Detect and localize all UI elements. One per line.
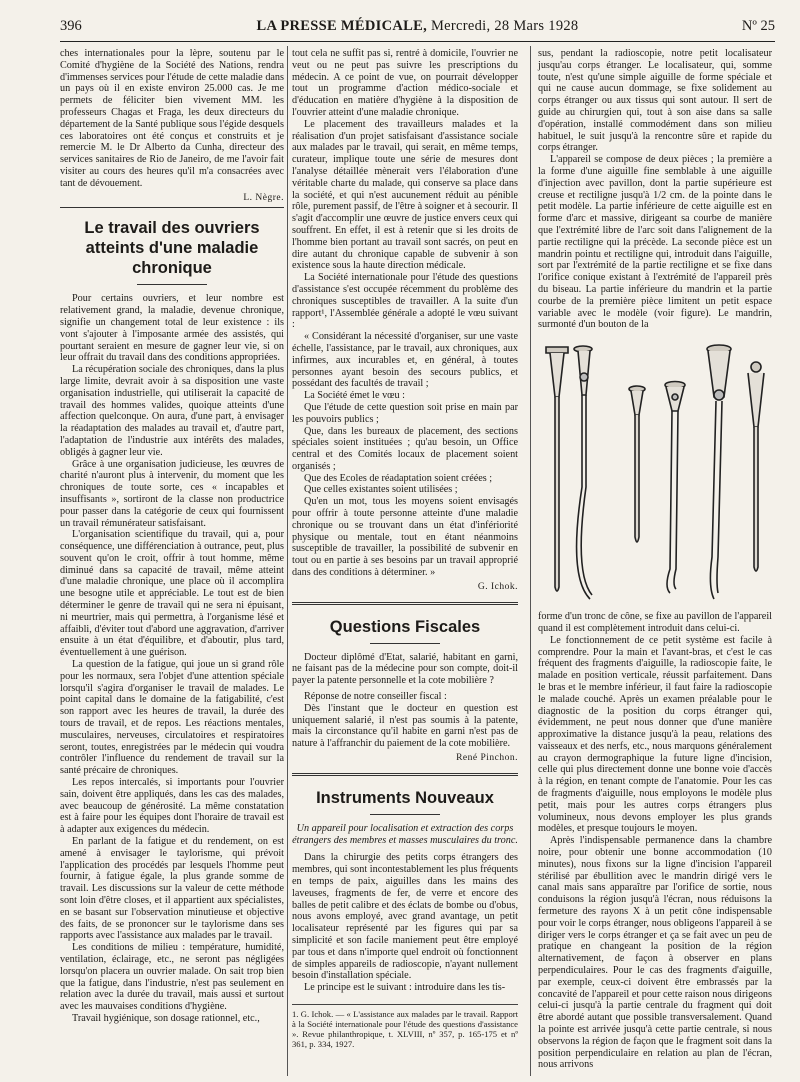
author-signature: René Pinchon. bbox=[456, 753, 518, 764]
localizer-needle-small bbox=[629, 386, 645, 542]
paragraph: Le principe est le suivant : introduire dans les tis- bbox=[304, 982, 506, 994]
paragraph: Les repos intercalés, si importants pour l'ouvrier sain, doivent être appliqués, dans les cas des malades, avec beaucoup de générosité. La même constatation est à faire pour les équipes dont l'horaire de travail est à adapter aux exigences du médecin. bbox=[60, 777, 284, 836]
paragraph: La Société internationale pour l'étude des questions d'assistance s'est occupée récemment du problème des chroniques susceptibles de travailler. A la suite d'un rapport¹, l'Assemblée générale a adopté le vœu suivant : bbox=[292, 272, 518, 331]
paragraph: Après l'indispensable permanence dans la chambre noire, pour obtenir une bonne accommodation (10 minutes), nous fixons sur la ligne d'incision l'appareil stérilisé par ébullition avec le mandrin dirigé vers le canal mais sans apparaître par l'orifice de sortie, nous conduisons la région jusqu'à l'écran, nous réduisons la fermeture des rayons X à un petit cône indispensable pour voir le corps étranger, nous obligeons l'appareil à se diriger vers le corps étranger et ça se fait avec un peu de pratique en changeant la position de la région alternativement, de façon à observer en plans perpendiculaires. Pour le cas des fragments d'aiguille, par exemple, ceux-ci doivent être embrassés par la concavité de l'appareil et pour cette raison nous dirigeons celui-ci jusqu'à la partie centrale du fragment qui doit être abordé autant que possible transversalement. Quand la pointe est arrivée jusqu'à cette partie centrale, si nous observons la région de façon que le fragment soit dans la position perpendiculaire en relation au plan de l'écran, nous arrivons bbox=[538, 835, 772, 1071]
paragraph: ches internationales pour la lèpre, soutenu par le Comité d'hygiène de la Société des Nations, rendra d'immenses services pour l'étude de cette maladie dans un pays où il en existe environ 25.000 cas. Je me permets de féliciter bien vivement MM. les professeurs Chagas et Fraga, les deux directeurs du département de la Santé publique sous l'égide desquels ces laboratoires ont été conçus et construits et je remercie M. le Dr Alberto da Cunha, directeur des services sanitaires de Rio de Janeiro, de me l'avoir fait visiter au cours des heures qu'il m'a consacrées avec tant de dévouement. bbox=[60, 48, 284, 189]
paragraph: Docteur diplômé d'Etat, salarié, habitant en garni, ne faisant pas de la médecine pour son compte, doit-il payer la patente personnelle et la cote mobilière ? bbox=[292, 651, 518, 687]
paragraph: Réponse de notre conseiller fiscal : bbox=[304, 691, 447, 703]
paragraph: Que l'étude de cette question soit prise en main par les pouvoirs publics ; bbox=[292, 401, 518, 425]
mandrin-straight bbox=[748, 362, 764, 571]
localizer-needle-medium bbox=[665, 382, 685, 594]
column-left bbox=[60, 48, 284, 1025]
paragraph: L'organisation scientifique du travail, qui a, pour conséquence, une différenciation à outrance, peut, plus souvent qu'on le croit, offrir à tout homme, même diminué dans sa capacité de travail, même atteint d'une maladie chronique, une place où il accomplira une besogne utile et appréciable. Le tout est de bien déterminer le genre de travail qui ne sera ni épuisant, ni meurtrier, mais qui permettra, à l'organisme lésé et affaibli, d'éviter tout d'abord une aggravation, d'arriver ensuite à un état d'équilibre, et d'aboutir, plus tard, éventuellement à une guérison. bbox=[60, 529, 284, 659]
page-number: 396 bbox=[60, 18, 82, 34]
author-signature: G. Ichok. bbox=[477, 581, 518, 592]
section-title: Questions Fiscales bbox=[329, 617, 481, 636]
paragraph: sus, pendant la radioscopie, notre petit localisateur jusqu'au corps étranger. Le localisateur, qui, somme toute, n'est qu'une simple aiguille de forme spéciale et qui ne cause aucun dommage, se fixe solidement au corps étranger ou aux tissus qui sont autour. Il sert de guide au chirurgien qui, tout à son aise dans sa salle d'opération, installé commodément dans son milieu habituel, le suit jusqu'à la rencontre sûre et rapide du corps étranger. bbox=[538, 48, 772, 154]
paragraph: tout cela ne suffit pas si, rentré à domicile, l'ouvrier ne veut ou ne peut pas suivre les prescriptions du médecin. A ce point de vue, on pourrait développer tout un programme d'action médico-sociale et d'éducation en matière d'hygiène à la disposition de l'ouvrier atteint d'une maladie chronique. bbox=[292, 48, 518, 118]
instrument-figure bbox=[538, 337, 772, 603]
paragraph: Pour certains ouvriers, et leur nombre est relativement grand, la maladie, devenue chronique, signifie un changement total de leur existence : ils vont s'ajouter à l'imposante armée des assistés, qui pourtant seraient en mesure de gagner leur vie, si on leur offrait du travail dans des conditions appropriées. bbox=[60, 293, 284, 364]
paragraph: Que des Ecoles de réadaptation soient créées ; bbox=[304, 472, 493, 484]
header-rule bbox=[60, 41, 775, 42]
paragraph: Travail hygiénique, son dosage rationnel, etc., bbox=[72, 1012, 260, 1024]
section-rule bbox=[60, 207, 284, 208]
paragraph: Que, dans les bureaux de placement, des sections spéciales soient instituées ; qu'au besoin, un Office central et des Comités locaux de placement soient organisés ; bbox=[292, 425, 518, 472]
issue-date: Mercredi, 28 Mars 1928 bbox=[430, 18, 579, 34]
paragraph: Dès l'instant que le docteur en question est uniquement salarié, il n'est pas soumis à la patente, mais la circonstance qu'il habite en garni n'est pas de nature à l'affranchir du paiement de la cote mobilière. bbox=[292, 702, 518, 750]
issue-number: Nº 25 bbox=[741, 18, 775, 34]
column-right bbox=[538, 48, 772, 1071]
column-middle bbox=[292, 48, 518, 1049]
column-divider bbox=[530, 46, 531, 1076]
journal-masthead bbox=[60, 18, 775, 35]
paragraph: La question de la fatigue, qui joue un si grand rôle pour les normaux, sera l'objet d'une attention spéciale lorsqu'il s'agira d'organiser le travail de malades. Le point capital dans le domaine de la fatigabilité, c'est son rapport avec les heures de travail, la durée des tours de travail, et de repos. Les réactions mentales, musculaires, nerveuses, circulatoires et respiratoires seront, toutes, enregistrées par le médecin qui voudra contrôler l'influence du rendement de travail sur la santé précaire de chroniques. bbox=[60, 659, 284, 777]
section-rule bbox=[292, 773, 518, 778]
section-title: Instruments Nouveaux bbox=[316, 788, 494, 807]
paragraph: Que celles existantes soient utilisées ; bbox=[304, 484, 458, 496]
paragraph: forme d'un tronc de cône, se fixe au pavillon de l'appareil quand il est complètement introduit dans celui-ci. bbox=[538, 611, 772, 634]
article-title: Le travail des ouvriers atteints d'une maladie chronique bbox=[84, 219, 260, 278]
needle-illustration bbox=[538, 337, 772, 603]
paragraph: En parlant de la fatigue et du rendement, on est amené à envisager le taylorisme, qui prévoit l'application des procédés par lesquels l'homme peut fournir, à fatigue égale, la plus grande somme de travail. Les discussions sur la valeur de cette méthode sont loin d'être closes, et il appartient aux spécialistes, en se basant sur l'observation minutieuse et objective des faits, de se prononcer sur le taylorisme dans ses rapports avec l'assistance aux malades par le travail. bbox=[60, 836, 284, 942]
paragraph: Grâce à une organisation judicieuse, les œuvres de charité n'auront plus à intervenir, du moment que les chroniques de toute sorte, ces « incapables et insuffisants », sortiront de la classe non productrice pour passer dans la catégorie de ceux qui fournissent un travail rémunérateur satisfaisant. bbox=[60, 458, 284, 529]
title-separator bbox=[137, 284, 207, 285]
author-signature: L. Nègre. bbox=[243, 192, 284, 203]
paragraph: Les conditions de milieu : température, humidité, ventilation, éclairage, etc., ne seront pas négligées lorsqu'on placera un ouvrier malade. On sait trop bien que la fatigue, dans l'industrie, n'est pas seulement en relation avec la durée du travail, mais aussi et surtout avec les mauvaises conditions d'hygiène. bbox=[60, 942, 284, 1013]
section-rule bbox=[292, 602, 518, 607]
paragraph: L'appareil se compose de deux pièces ; la première a la forme d'une aiguille fine semblable à une aiguille d'injection avec pavillon, dont la partie supérieure est creuse et rectiligne jusqu'à 1/2 cm. de la pointe dans le petit modèle. La partie inférieure de cette aiguille est en forme d'arc et massive, dirigeant sa courbe de manière que l'extrémité libre de l'arc soit dans l'alignement de la partie rectiligne qui la précède. La seconde pièce est un mandrin pointu et rectiligne qui, introduit dans l'aiguille, sort par l'extrémité de la partie rectiligne et se fixe dans l'orifice conique existant à l'extrémité de l'appareil près du biseau. La partie inférieure du mandrin et la partie courbe de la première pièce limitent un petit espace variable avec le modèle (voir figure). Le mandrin, surmonté d'un bouton de la bbox=[538, 154, 772, 331]
paragraph: La Société émet le vœu : bbox=[304, 390, 405, 402]
mandrin-with-knob bbox=[707, 345, 731, 599]
paragraph: Le placement des travailleurs malades et la réalisation d'un projet satisfaisant d'assistance sociale aux malades par le travail, qui serait, en même temps, curateur, implique toute une série de mesures dont l'analyse détaillée mènerait vers l'élaboration d'une véritable charte du malade, qui conserve sa place dans la société, et qui n'est aucunement réduit au pénible rôle, purement passif, de l'être à soigner et à secourir. Il s'agit d'accomplir une œuvre de justice envers ceux qui souffrent. En effet, il est à retenir que si les droits de l'homme bien portant au travail sont sacrés, on peut en dire autant du chronique capable de subvenir à son existence sous la haute direction médicale. bbox=[292, 118, 518, 272]
paragraph: Qu'en un mot, tous les moyens soient envisagés pour offrir à toute personne atteinte d'une maladie chronique ou se trouvant dans un état d'infériorité physique ou mentale, tout en étant néanmoins susceptible de travailler, la possibilité de subvenir en tout ou en partie à ses besoins par un travail approprié dans des conditions à déterminer. » bbox=[292, 496, 518, 579]
title-separator bbox=[370, 814, 440, 815]
title-separator bbox=[370, 643, 440, 644]
paragraph: « Considérant la nécessité d'organiser, sur une vaste échelle, l'assistance, par le travail, aux chroniques, aux infirmes, aux incurables et, en général, à toutes personnes ayant besoin des secours publics, et possédant des facultés de travail ; bbox=[292, 331, 518, 390]
paragraph: La récupération sociale des chroniques, dans la plus large limite, devrait avoir à sa disposition une vaste organisation industrielle, qui utiliserait la capacité de travail des hommes valides, quoique atteints d'une affection quelconque. On aura, d'une part, à envisager la réadaptation des malades au travail et, d'autre part, l'adaptation de l'industrie aux intérêts des malades, obligés à gagner leur vie. bbox=[60, 364, 284, 458]
article-subtitle: Un appareil pour localisation et extraction des corps étrangers des membres et masses musculaires du tronc. bbox=[292, 822, 518, 846]
column-divider bbox=[287, 46, 288, 1076]
paragraph: Le fonctionnement de ce petit système est facile à comprendre. Pour la main et l'avant-bras, et c'est le cas fréquent des fragments d'aiguille, la radioscopie faite, le malade en position verticale, réussit parfaitement. Dans le bras et le membre inférieur, il faut faire la radioscopie le malade couché. Après un examen préalable pour le diagnostic de la position du corps étranger qui, évidemment, ne peut nous donner que d'une manière approximative la distance jusqu'à la peau, relations des vaisseaux et des nerfs, etc., nous marquons généralement au crayon dermographique la future ligne d'incision, celle qui plus directement donne une bonne voie d'accès à la région, en tenant compte de l'anatomie. Pour les cas de fragments d'aiguille, nous employons le modèle plus petit, mais pour les autres corps étrangers plus volumineux, nous devons employer les plus grands modèles, et presque toujours le moyen. bbox=[538, 634, 772, 835]
localizer-needle-large bbox=[546, 347, 568, 591]
footnote: 1. G. Ichok. — « L'assistance aux malades par le travail. Rapport à la Société internationale pour l'étude des questions d'assistance ». Revue philanthropique, t. XLVIII, nº 357, p. 165-175 et nº 361, p. 334, 1927. bbox=[292, 1004, 518, 1049]
paragraph: Dans la chirurgie des petits corps étrangers des membres, qui sont incontestablement les plus fréquents en temps de paix, aiguilles dans les mains des laveuses, fragments de fer, de verre et encore des balles de petit calibre et des éclats de bombe ou d'obus, nous avons employé, avec grand avantage, un petit localisateur représenté par les figures qui par sa simplicité et son facile maniement peut être employé par tous et dans n'importe quel endroit où fonctionnent de simples appareils de radioscopie, n'ayant nullement besoin d'installation spéciale. bbox=[292, 852, 518, 982]
localizer-needle-curved bbox=[574, 346, 592, 599]
page-header bbox=[60, 6, 775, 32]
journal-title: LA PRESSE MÉDICALE, bbox=[256, 18, 427, 34]
